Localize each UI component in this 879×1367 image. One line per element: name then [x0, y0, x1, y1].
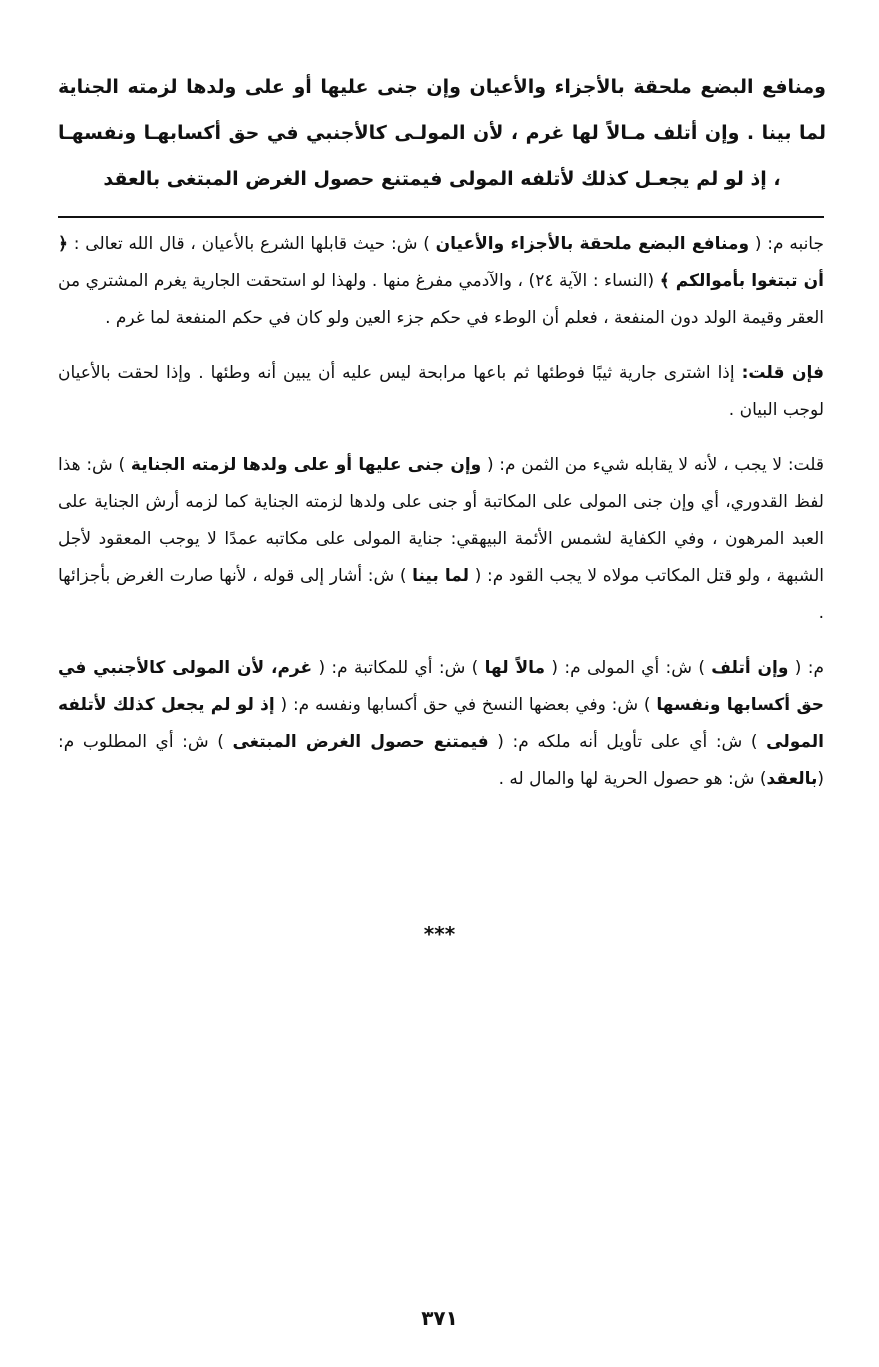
section-ornament: *** [423, 922, 456, 946]
quran-quote: ﴿ أن تبتغوا بأموالكم ﴾ [58, 234, 824, 291]
question-label: فإن قلت: [741, 363, 824, 383]
commentary-text: ) ش: أي المولى م: ( [545, 658, 712, 678]
quoted-matn: مالاً لها [484, 658, 546, 678]
commentary-paragraph-3 [58, 447, 824, 632]
commentary-paragraph-2 [58, 355, 824, 429]
commentary-text: ) ش: حيث قابلها الشرع بالأعيان ، قال الله تعالى : [67, 234, 436, 254]
commentary-text: ) ش: أي المطلوب م: ( [58, 732, 824, 789]
commentary-paragraph-4 [58, 650, 824, 798]
commentary-paragraph-1 [58, 226, 824, 337]
quoted-matn: غرم، لأن المولى كالأجنبي في حق أكسابها ونفسها [58, 658, 825, 715]
commentary-text: ) ش: وفي بعضها النسخ في حق أكسابها ونفسه م: ( [274, 695, 657, 715]
quoted-matn: وإن أتلف [711, 658, 789, 678]
commentary-text: إذا اشترى جارية ثيبًا فوطئها ثم باعها مرابحة ليس عليه أن يبين أنه وطئها . وإذا لحقت بالأعيان لوجب البيان . [58, 363, 824, 420]
commentary-text: قلت: لا يجب ، لأنه لا يقابله شيء من الثمن م: ( [481, 455, 824, 475]
commentary [58, 226, 824, 816]
commentary-text: (النساء : الآية ٢٤) ، والآدمي مفرغ منها . ولهذا لو استحقت الجارية يغرم المشتري من العقر وقيمة الولد دون المنفعة ، فعلم أن الوطء في حكم جزء العين ولو كان في حكم المنفعة لما غرم . [58, 271, 824, 328]
divider-line [58, 216, 824, 218]
commentary-text: ) ش: هذا لفظ القدوري، أي وإن جنى المولى على المكاتبة أو جنى على ولدها لزمته الجناية كما لزمه أرش الجناية على العبد المرهون ، وفي الكفاية لشمس الأئمة البيهقي: جناية المولى على مكاتبه عمدًا لا يوجب المعقود لأجل الشبهة ، ولو قتل المكاتب مولاه لا يجب القود م: ( [58, 455, 824, 586]
quoted-matn: بالعقد [766, 769, 818, 789]
commentary-text: م: ( [788, 658, 824, 678]
quoted-matn: وإن جنى عليها أو على ولدها لزمته الجناية [130, 455, 482, 475]
quoted-matn: إذ لو لم يجعل كذلك لأتلفه المولى [58, 695, 824, 752]
commentary-text: ) ش: أي على تأويل أنه ملكه م: ( [488, 732, 767, 752]
main-text: ومنافع البضع ملحقة بالأجزاء والأعيان وإن جنى عليها أو على ولدها لزمته الجناية لما بينا . وإن أتلف مـالاً لها غرم ، لأن المولـى كالأجنبي في حق أكسابهـا ونفسهـا ، إذ لو لم يجعـل كذلك لأتلفه المولى فيمتنع حصول الغرض المبتغى بالعقد [58, 76, 826, 190]
commentary-text: ) ش: أشار إلى قوله ، لأنها صارت الغرض بأجزائها . [58, 566, 824, 623]
commentary-text: ) ش: أي للمكاتبة م: ( [312, 658, 485, 678]
quoted-matn: فيمتنع حصول الغرض المبتغى [232, 732, 489, 752]
commentary-text: جانبه م: ( [749, 234, 824, 254]
quoted-matn: لما بينا [412, 566, 470, 586]
page-number: ٣٧١ [421, 1306, 458, 1330]
quoted-matn: ومنافع البضع ملحقة بالأجزاء والأعيان [435, 234, 750, 254]
commentary-text: ) ش: هو حصول الحرية لها والمال له . [498, 769, 767, 789]
